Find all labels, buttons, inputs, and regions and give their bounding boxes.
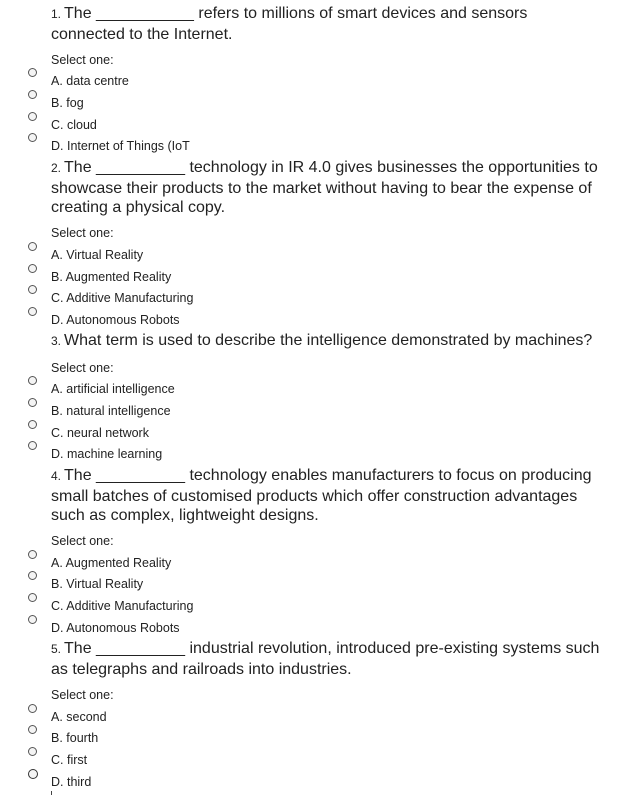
question-text: [51, 639, 611, 679]
question-text: [51, 158, 601, 218]
option-label: C. Additive Manufacturing: [51, 599, 194, 613]
select-one-label: Select one:: [51, 361, 114, 375]
radio-button[interactable]: [28, 704, 37, 713]
question-prompt: The __________ industrial revolution, introduced pre-existing systems such as telegraphs and railroads into industries.: [51, 640, 600, 678]
option-b[interactable]: [0, 270, 300, 290]
option-label: A. artificial intelligence: [51, 382, 175, 396]
option-label: D. Autonomous Robots: [51, 621, 180, 635]
question-text: [51, 331, 611, 352]
radio-button[interactable]: [28, 725, 37, 734]
radio-button[interactable]: [28, 264, 37, 273]
radio-button[interactable]: [28, 593, 37, 602]
radio-button[interactable]: [28, 133, 37, 142]
option-label: C. first: [51, 753, 88, 767]
option-label: B. Augmented Reality: [51, 270, 172, 284]
option-label: A. Augmented Reality: [51, 556, 172, 570]
radio-button[interactable]: [28, 550, 37, 559]
radio-button[interactable]: [28, 376, 37, 385]
question-prompt: The __________ technology in IR 4.0 gives businesses the opportunities to showcase their products to the market without having to bear the expense of creating a physical copy.: [51, 159, 598, 216]
radio-button[interactable]: [28, 571, 37, 580]
option-label: D. Autonomous Robots: [51, 313, 180, 327]
option-c[interactable]: [0, 426, 300, 446]
option-a[interactable]: [0, 248, 300, 268]
select-one-label: Select one:: [51, 226, 114, 240]
radio-button[interactable]: [28, 285, 37, 294]
option-c[interactable]: [0, 753, 300, 773]
radio-button[interactable]: [28, 420, 37, 429]
option-label: D. Internet of Things (IoT: [51, 139, 190, 153]
option-b[interactable]: [0, 96, 300, 116]
option-d[interactable]: [0, 313, 300, 333]
option-label: B. fourth: [51, 731, 99, 745]
option-c[interactable]: [0, 118, 300, 138]
option-label: C. neural network: [51, 426, 149, 440]
option-label: C. cloud: [51, 118, 97, 132]
divider: [51, 791, 52, 795]
option-label: C. Additive Manufacturing: [51, 291, 194, 305]
question-text: [51, 466, 601, 526]
option-d[interactable]: [0, 621, 300, 641]
option-b[interactable]: [0, 731, 300, 751]
option-label: D. third: [51, 775, 92, 789]
radio-button[interactable]: [28, 307, 37, 316]
question-number: 4.: [51, 469, 62, 483]
option-a[interactable]: [0, 74, 300, 94]
radio-button[interactable]: [28, 769, 38, 779]
option-label: D. machine learning: [51, 447, 163, 461]
option-a[interactable]: [0, 382, 300, 402]
radio-button[interactable]: [28, 747, 37, 756]
option-label: A. Virtual Reality: [51, 248, 144, 262]
question-number: 2.: [51, 161, 62, 175]
select-one-label: Select one:: [51, 53, 114, 67]
radio-button[interactable]: [28, 68, 37, 77]
radio-button[interactable]: [28, 398, 37, 407]
option-b[interactable]: [0, 404, 300, 424]
question-number: 3.: [51, 334, 62, 348]
option-label: A. data centre: [51, 74, 129, 88]
question-text: [51, 4, 601, 44]
question-prompt: What term is used to describe the intelligence demonstrated by machines?: [64, 332, 593, 349]
option-d[interactable]: [0, 775, 300, 795]
option-label: B. natural intelligence: [51, 404, 171, 418]
radio-button[interactable]: [28, 90, 37, 99]
option-d[interactable]: [0, 139, 300, 159]
option-c[interactable]: [0, 291, 300, 311]
question-number: 5.: [51, 642, 62, 656]
option-b[interactable]: [0, 577, 300, 597]
radio-button[interactable]: [28, 441, 37, 450]
option-d[interactable]: [0, 447, 300, 467]
option-c[interactable]: [0, 599, 300, 619]
option-label: B. Virtual Reality: [51, 577, 144, 591]
option-a[interactable]: [0, 710, 300, 730]
radio-button[interactable]: [28, 615, 37, 624]
question-number: 1.: [51, 7, 62, 21]
option-a[interactable]: [0, 556, 300, 576]
option-label: A. second: [51, 710, 107, 724]
question-prompt: The ___________ refers to millions of smart devices and sensors connected to the Internet.: [51, 5, 528, 43]
select-one-label: Select one:: [51, 534, 114, 548]
select-one-label: Select one:: [51, 688, 114, 702]
question-prompt: The __________ technology enables manufacturers to focus on producing small batches of customised products which offer construction advantages such as complex, lightweight designs.: [51, 467, 592, 524]
radio-button[interactable]: [28, 242, 37, 251]
radio-button[interactable]: [28, 112, 37, 121]
option-label: B. fog: [51, 96, 84, 110]
